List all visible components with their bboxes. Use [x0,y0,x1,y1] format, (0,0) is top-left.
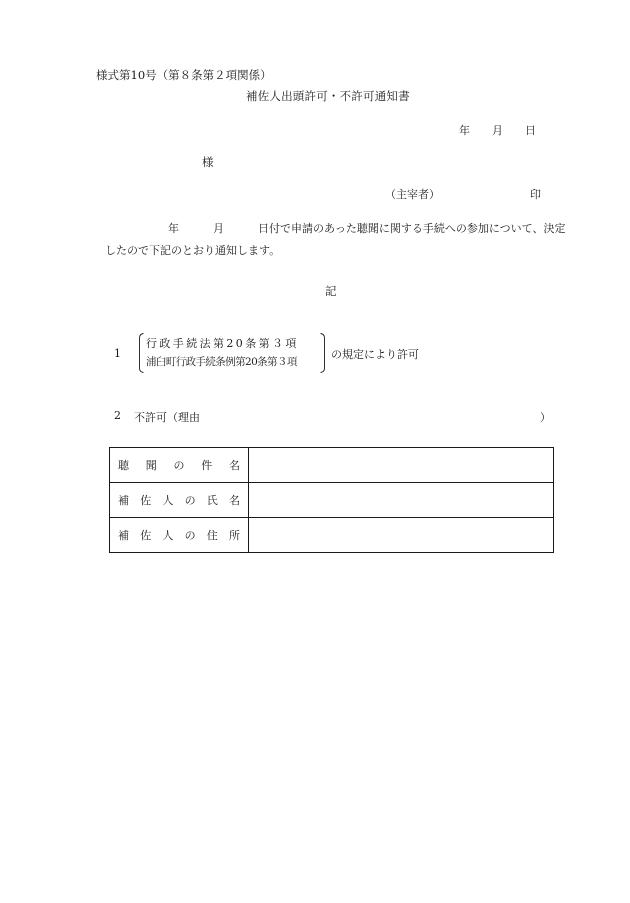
organizer-label: （主宰者） [385,188,440,201]
table-label-char: 住 [206,529,218,542]
table-label-cell [110,518,249,553]
right-bracket-icon [320,333,326,373]
item-2-label: 不許可（理由 [134,411,200,424]
law-option-1: 行政手続法第20条第３項 [146,337,299,350]
law-options-brace [138,333,326,373]
item-1-number: 1 [114,347,121,360]
table-label-char: 聴 [118,459,129,472]
table-value-cell[interactable] [249,483,554,518]
date-day-label: 日 [525,124,536,137]
info-table [109,447,554,553]
body-line-1 [168,220,565,236]
table-value-cell[interactable] [249,518,554,553]
table-label-char: 補 [118,529,129,542]
body-year-label: 年 [168,222,179,235]
table-label-char: の [184,494,196,507]
table-label-char: の [184,529,196,542]
table-label-char: 名 [228,494,240,507]
table-value-cell[interactable] [249,448,554,483]
seal-label: 印 [530,188,541,201]
table-label [118,492,240,508]
addressee-honorific: 様 [202,155,214,169]
body-line-2: したので下記のとおり通知します。 [105,244,281,257]
table-label-cell [110,483,249,518]
table-label-char: 人 [162,529,174,542]
table-label-char: 佐 [140,494,152,507]
table-label-char: の [173,459,185,472]
table-label-char: 件 [201,459,213,472]
assistant-address-row [110,518,554,553]
table-label-char: 補 [118,494,129,507]
form-number: 様式第10号（第８条第２項関係） [96,68,272,82]
item-2-close-paren: ） [540,411,551,424]
date-month-label: 月 [492,124,503,137]
table-label-cell [110,448,249,483]
table-label-char: 氏 [206,494,218,507]
body-line-1-text: 日付で申請のあった聴聞に関する手続への参加について、決定 [258,222,566,235]
item-2-number: 2 [114,409,121,422]
assistant-name-row [110,483,554,518]
date-line [459,122,536,138]
table-label-char: 佐 [140,529,152,542]
body-month-label: 月 [213,222,224,235]
table-label-char: 名 [229,459,240,472]
table-label [118,527,240,543]
table-label-char: 聞 [145,459,157,472]
table-label-char: 人 [162,494,174,507]
left-bracket-icon [138,333,144,373]
law-option-2: 浦臼町行政手続条例第20条第３項 [146,356,297,368]
ki-heading: 記 [325,284,337,298]
table-label [118,457,240,473]
document-title: 補佐人出頭許可・不許可通知書 [246,89,410,103]
item-1-suffix: の規定により許可 [331,348,419,361]
hearing-subject-row [110,448,554,483]
table-label-char: 所 [228,529,240,542]
date-year-label: 年 [459,124,470,137]
